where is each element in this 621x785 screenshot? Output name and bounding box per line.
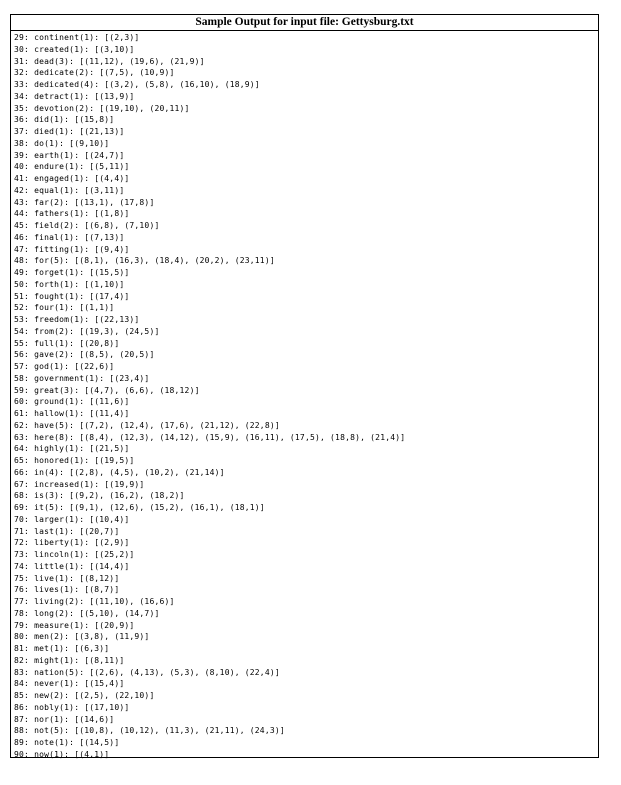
- list-item: 46: final(1): [(7,13)]: [14, 232, 125, 242]
- list-item: 82: might(1): [(8,11)]: [14, 655, 125, 665]
- list-item: 84: never(1): [(15,4)]: [14, 679, 125, 689]
- list-item: 44: fathers(1): [(1,8)]: [14, 209, 130, 219]
- list-item: 50: forth(1): [(1,10)]: [14, 279, 125, 289]
- list-item: 72: liberty(1): [(2,9)]: [14, 538, 130, 548]
- list-item: 85: new(2): [(2,5), (22,10)]: [14, 691, 155, 700]
- list-item: 62: have(5): [(7,2), (12,4), (17,6), (21,12), (22,8)]: [14, 420, 280, 430]
- list-item: 33: dedicated(4): [(3,2), (5,8), (16,10), (18,9)]: [14, 80, 260, 89]
- list-item: 31: dead(3): [(11,12), (19,6), (21,9)]: [14, 56, 205, 66]
- list-item: 48: for(5): [(8,1), (16,3), (18,4), (20,2), (23,11)]: [14, 256, 275, 266]
- list-item: 53: freedom(1): [(22,13)]: [14, 315, 140, 324]
- list-item: 88: not(5): [(10,8), (10,12), (11,3), (21,11), (24,3)]: [14, 726, 285, 736]
- list-item: 63: here(8): [(8,4), (12,3), (14,12), (15,9), (16,11), (17,5), (18,8), (21,4)]: [14, 432, 406, 442]
- list-item: 86: nobly(1): [(17,10)]: [14, 702, 130, 712]
- list-item: 60: ground(1): [(11,6)]: [14, 397, 130, 407]
- list-item: 75: live(1): [(8,12)]: [14, 573, 120, 583]
- list-item: 30: created(1): [(3,10)]: [14, 44, 135, 54]
- list-item: 39: earth(1): [(24,7)]: [14, 150, 125, 160]
- list-item: 64: highly(1): [(21,5)]: [14, 444, 130, 454]
- list-item: 40: endure(1): [(5,11)]: [14, 162, 130, 172]
- list-item: 34: detract(1): [(13,9)]: [14, 91, 135, 101]
- list-item: 36: did(1): [(15,8)]: [14, 115, 115, 125]
- list-item: 51: fought(1): [(17,4)]: [14, 291, 130, 301]
- list-item: 70: larger(1): [(10,4)]: [14, 514, 130, 524]
- list-item: 78: long(2): [(5,10), (14,7)]: [14, 608, 160, 618]
- list-item: 55: full(1): [(20,8)]: [14, 338, 120, 348]
- list-item: 37: died(1): [(21,13)]: [14, 127, 125, 136]
- list-item: 38: do(1): [(9,10)]: [14, 138, 110, 148]
- list-item: 58: government(1): [(23,4)]: [14, 373, 150, 383]
- list-item: 74: little(1): [(14,4)]: [14, 561, 130, 571]
- listing-title: Sample Output for input file: Gettysburg.txt: [11, 15, 598, 31]
- list-item: 43: far(2): [(13,1), (17,8)]: [14, 197, 155, 207]
- list-item: 47: fitting(1): [(9,4)]: [14, 244, 130, 254]
- list-item: 81: met(1): [(6,3)]: [14, 644, 110, 653]
- list-item: 66: in(4): [(2,8), (4,5), (10,2), (21,14)]: [14, 467, 225, 477]
- list-item: 68: is(3): [(9,2), (16,2), (18,2)]: [14, 491, 185, 501]
- list-item: 54: from(2): [(19,3), (24,5)]: [14, 326, 160, 336]
- list-item: 41: engaged(1): [(4,4)]: [14, 174, 130, 183]
- list-item: 45: field(2): [(6,8), (7,10)]: [14, 221, 160, 230]
- list-item: 87: nor(1): [(14,6)]: [14, 714, 115, 724]
- list-item: 57: god(1): [(22,6)]: [14, 362, 115, 371]
- list-item: 61: hallow(1): [(11,4)]: [14, 409, 130, 418]
- list-item: 71: last(1): [(20,7)]: [14, 526, 120, 536]
- list-item: 42: equal(1): [(3,11)]: [14, 185, 125, 195]
- list-item: 73: lincoln(1): [(25,2)]: [14, 550, 135, 559]
- output-listing-box: [10, 14, 599, 758]
- list-item: 65: honored(1): [(19,5)]: [14, 456, 135, 465]
- list-item: 35: devotion(2): [(19,10), (20,11)]: [14, 103, 190, 113]
- list-item: 67: increased(1): [(19,9)]: [14, 479, 145, 489]
- list-item: 83: nation(5): [(2,6), (4,13), (5,3), (8,10), (22,4)]: [14, 667, 280, 677]
- list-item: 77: living(2): [(11,10), (16,6)]: [14, 597, 175, 606]
- list-item: 76: lives(1): [(8,7)]: [14, 585, 120, 595]
- list-item: 49: forget(1): [(15,5)]: [14, 268, 130, 277]
- list-item: 32: dedicate(2): [(7,5), (10,9)]: [14, 68, 175, 78]
- list-item: 59: great(3): [(4,7), (6,6), (18,12)]: [14, 385, 200, 395]
- list-item: 56: gave(2): [(8,5), (20,5)]: [14, 350, 155, 360]
- list-item: 29: continent(1): [(2,3)]: [14, 33, 140, 42]
- word-index-list: [11, 31, 598, 761]
- list-item: 69: it(5): [(9,1), (12,6), (15,2), (16,1), (18,1)]: [14, 503, 265, 512]
- list-item: 89: note(1): [(14,5)]: [14, 738, 120, 747]
- list-item: 79: measure(1): [(20,9)]: [14, 620, 135, 630]
- list-item: 80: men(2): [(3,8), (11,9)]: [14, 632, 150, 642]
- list-item: 52: four(1): [(1,1)]: [14, 303, 115, 313]
- list-item: 90: now(1): [(4,1)]: [14, 749, 110, 759]
